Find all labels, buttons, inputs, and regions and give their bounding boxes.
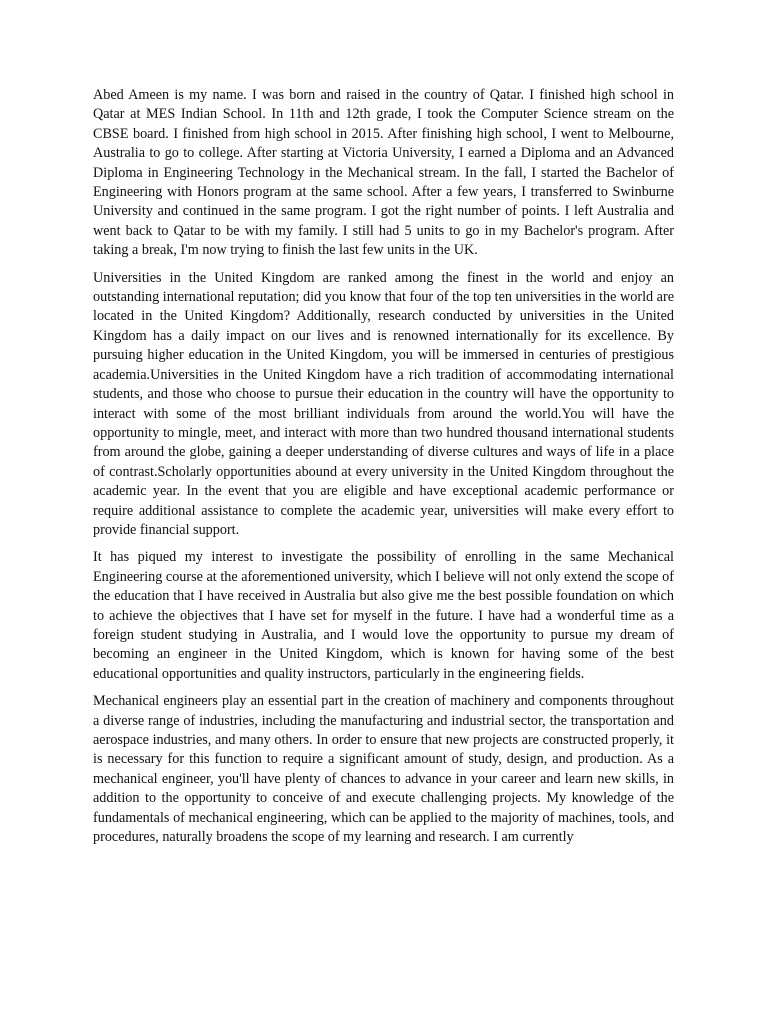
document-page	[93, 86, 674, 855]
paragraph-uk-universities: Universities in the United Kingdom are ranked among the finest in the world and enjoy an outstanding international reputation; did you know that four of the top ten universities in the world are located in the United Kingdom? Additionally, research conducted by universities in the United Kingdom has a daily impact on our lives and is renowned internationally for its excellence. By pursuing higher education in the United Kingdom, you will be immersed in centuries of prestigious academia.Universities in the United Kingdom have a rich tradition of accommodating international students, and those who choose to pursue their education in the country will have the opportunity to interact with some of the most brilliant individuals from around the world.You will have the opportunity to mingle, meet, and interact with more than two hundred thousand international students from around the globe, gaining a deeper understanding of diverse cultures and ways of life in a place of contrast.Scholarly opportunities abound at every university in the United Kingdom throughout the academic year. In the event that you are eligible and have exceptional academic performance or require additional assistance to complete the academic year, universities will make every effort to provide financial support.	[93, 269, 674, 538]
paragraph-course-interest: It has piqued my interest to investigate the possibility of enrolling in the same Mechanical Engineering course at the aforementioned university, which I believe will not only extend the scope of the education that I have received in Australia but also give me the best possible foundation on which to achieve the objectives that I have set for myself in the future. I have had a wonderful time as a foreign student studying in Australia, and I would love the opportunity to pursue my dream of becoming an engineer in the United Kingdom, which is known for having some of the best educational opportunities and quality instructors, particularly in the engineering fields.	[93, 549, 674, 682]
paragraph-mechanical-engineering: Mechanical engineers play an essential part in the creation of machinery and components throughout a diverse range of industries, including the manufacturing and industrial sector, the transportation and aerospace industries, and many others. In order to ensure that new projects are constructed properly, it is necessary for this function to require a significant amount of study, design, and production. As a mechanical engineer, you'll have plenty of chances to advance in your career and learn new skills, in addition to the opportunity to conceive of and execute challenging projects. My knowledge of the fundamentals of mechanical engineering, which can be applied to the majority of machines, tools, and procedures, naturally broadens the scope of my learning and research. I am currently	[93, 693, 674, 846]
paragraph-background: Abed Ameen is my name. I was born and raised in the country of Qatar. I finished high school in Qatar at MES Indian School. In 11th and 12th grade, I took the Computer Science stream on the CBSE board. I finished from high school in 2015. After finishing high school, I went to Melbourne, Australia to go to college. After starting at Victoria University, I earned a Diploma and an Advanced Diploma in Engineering Technology in the Mechanical stream. In the fall, I started the Bachelor of Engineering with Honors program at the same school. After a few years, I transferred to Swinburne University and continued in the same program. I got the right number of points. I left Australia and went back to Qatar to be with my family. I still had 5 units to go in my Bachelor's program. After taking a break, I'm now trying to finish the last few units in the UK.	[93, 87, 674, 259]
